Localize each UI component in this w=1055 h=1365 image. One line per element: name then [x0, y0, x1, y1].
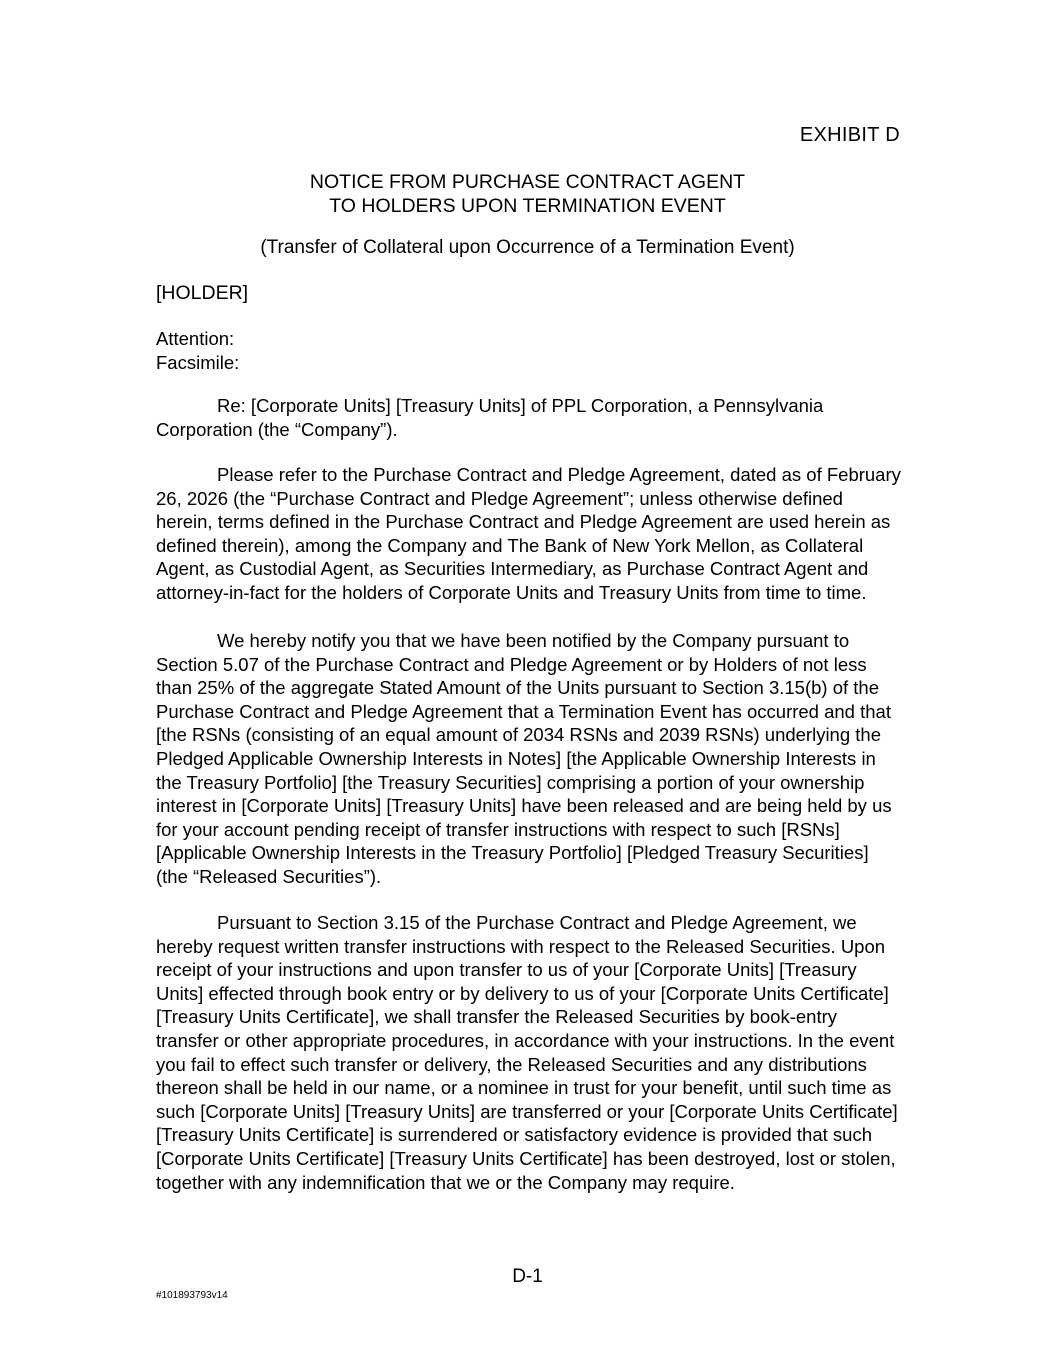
document-id: #101893793v14 — [156, 1290, 228, 1301]
re-text: Re: [Corporate Units] [Treasury Units] of PPL Corporation, a Pennsylvania Corporation (the “Company”). — [156, 395, 824, 440]
holder-placeholder: [HOLDER] — [156, 282, 249, 304]
paragraph-3 — [156, 911, 901, 1194]
document-subtitle: (Transfer of Collateral upon Occurrence of a Termination Event) — [260, 237, 795, 258]
exhibit-label: EXHIBIT D — [799, 124, 900, 146]
paragraph-1 — [156, 463, 901, 605]
attention-label: Attention: — [156, 328, 235, 349]
facsimile-label: Facsimile: — [156, 351, 240, 373]
page-number: D-1 — [512, 1266, 543, 1287]
paragraph-3-text: Pursuant to Section 3.15 of the Purchase Contract and Pledge Agreement, we hereby request written transfer instructions with respect to the Released Securities. Upon receipt of your instructions and upon transfer to us of your [Corporate Units] [Treasury Units] effected through book entry or by delivery to us of your [Corporate Units Certificate] [Treasury Units Certificate], we shall transfer the Released Securities by book-entry transfer or other appropriate procedures, in accordance with your instructions. In the event you fail to effect such transfer or delivery, the Released Securities and any distributions thereon shall be held in our name, or a nominee in trust for your benefit, until such time as such [Corporate Units] [Treasury Units] are transferred or your [Corporate Units Certificate] [Treasury Units Certificate] is surrendered or satisfactory evidence is provided that such [Corporate Units Certificate] [Treasury Units Certificate] has been destroyed, lost or stolen, together with any indemnification that we or the Company may require. — [156, 912, 898, 1193]
paragraph-1-text: Please refer to the Purchase Contract and Pledge Agreement, dated as of February 26, 2026 (the “Purchase Contract and Pledge Agreement”; unless otherwise defined herein, terms defined in the Purchase Contract and Pledge Agreement are used herein as defined therein), among the Company and The Bank of New York Mellon, as Collateral Agent, as Custodial Agent, as Securities Intermediary, as Purchase Contract Agent and attorney-in-fact for the holders of Corporate Units and Treasury Units from time to time. — [156, 464, 901, 603]
title-line-1: NOTICE FROM PURCHASE CONTRACT AGENT — [309, 171, 746, 193]
re-line — [156, 394, 901, 441]
document-title — [0, 170, 1055, 218]
title-line-2: TO HOLDERS UPON TERMINATION EVENT — [329, 195, 726, 217]
paragraph-2 — [156, 629, 901, 889]
addressee-block — [156, 327, 901, 374]
paragraph-2-text: We hereby notify you that we have been notified by the Company pursuant to Section 5.07 of the Purchase Contract and Pledge Agreement or by Holders of not less than 25% of the aggregate Stated Amount of the Units pursuant to Section 3.15(b) of the Purchase Contract and Pledge Agreement that a Termination Event has occurred and that [the RSNs (consisting of an equal amount of 2034 RSNs and 2039 RSNs) underlying the Pledged Applicable Ownership Interests in Notes] [the Applicable Ownership Interests in the Treasury Portfolio] [the Treasury Securities] comprising a portion of your ownership interest in [Corporate Units] [Treasury Units] have been released and are being held by us for your account pending receipt of transfer instructions with respect to such [RSNs] [Applicable Ownership Interests in the Treasury Portfolio] [Pledged Treasury Securities] (the “Released Securities”). — [156, 630, 892, 887]
